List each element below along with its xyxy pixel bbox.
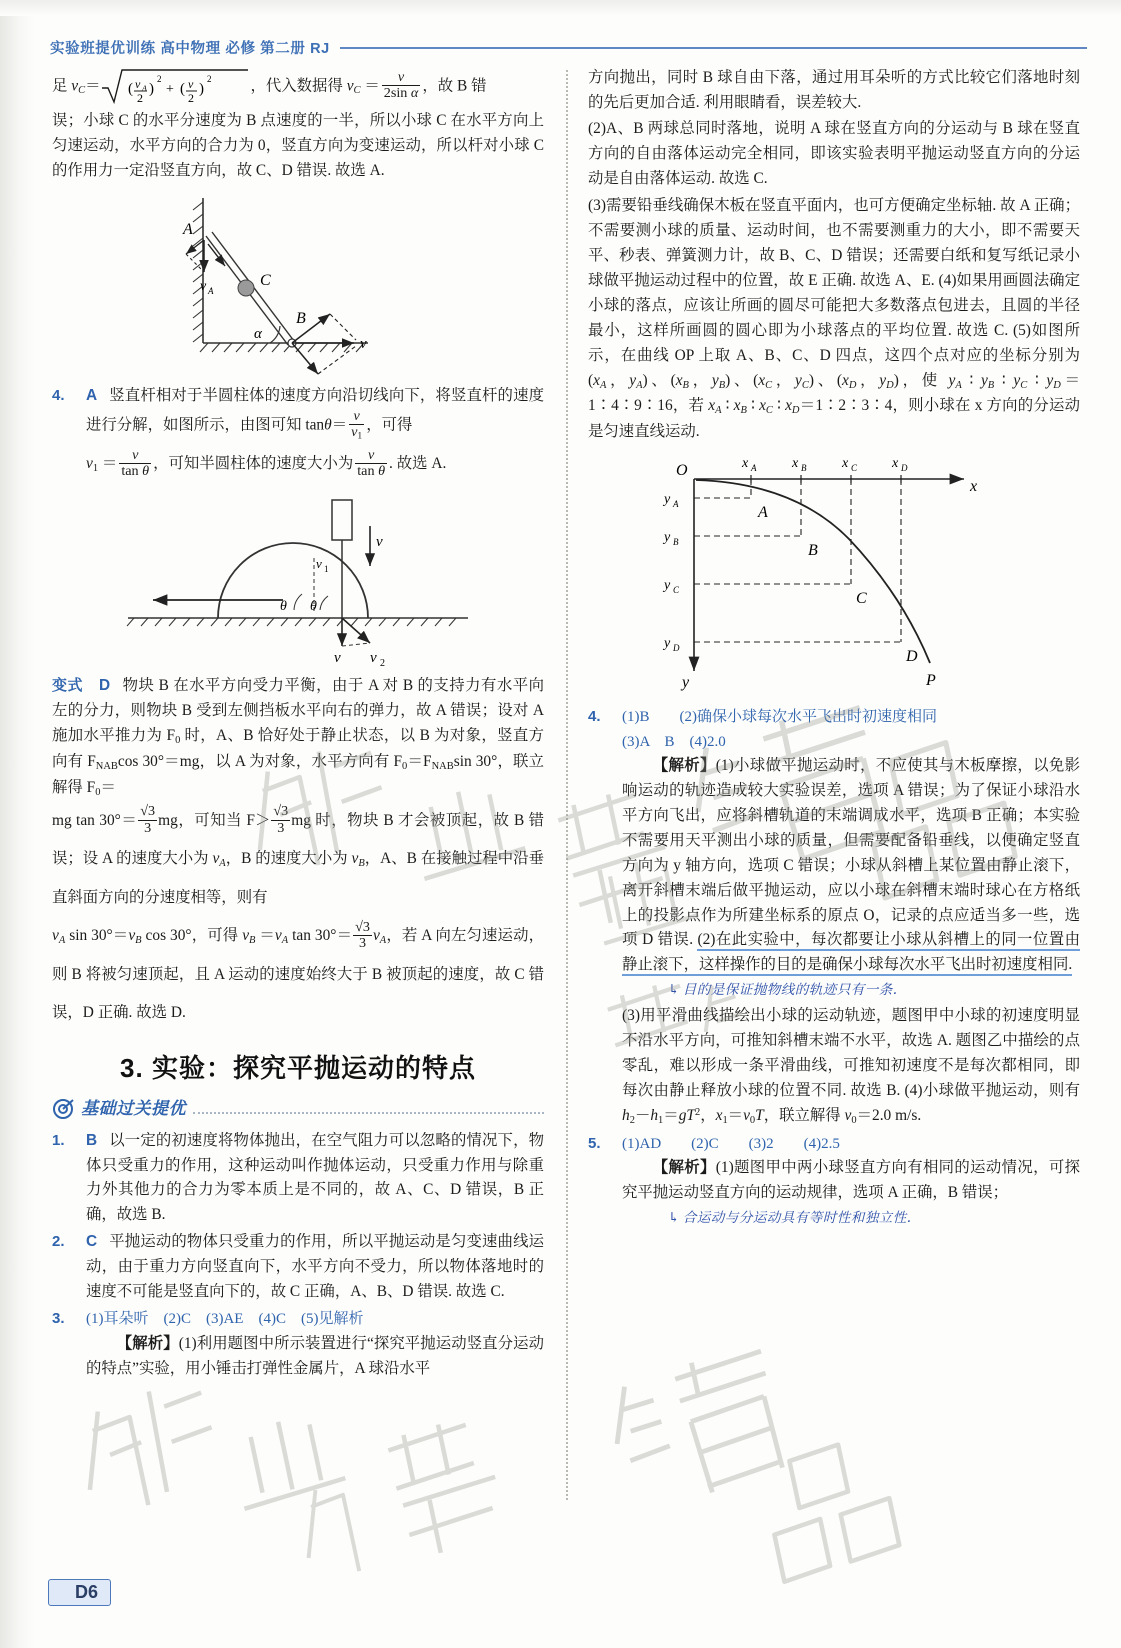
svg-text:v: v: [188, 77, 194, 91]
svg-text:A: A: [673, 499, 679, 510]
svg-text:y: y: [664, 578, 671, 594]
svg-text:(: (: [180, 81, 186, 97]
column-divider: [566, 70, 568, 1500]
bianshi-text-14: ＝: [259, 927, 275, 945]
page-number: D6: [75, 1582, 99, 1602]
svg-text:C: C: [856, 590, 867, 608]
bianshi-text-15: tan 30°＝: [292, 927, 353, 945]
semicylinder-velocity-diagram: [98, 488, 498, 668]
svg-text:B: B: [673, 537, 679, 548]
svg-text:1: 1: [324, 564, 329, 575]
bianshi-text-7: mg tan 30°＝: [52, 811, 138, 829]
handwritten-note-1-text: 目的是保证抛物线的轨迹只有一条.: [682, 982, 898, 999]
fraction-v-tan: $\frac{v}{\text{tan θ}}$: [121, 446, 150, 480]
svg-text:A: A: [751, 463, 757, 474]
jiexi-label-3: 【解析】: [116, 1335, 179, 1353]
svg-text:v: v: [316, 556, 322, 572]
svg-text:C: C: [851, 463, 858, 474]
answer-block-right-4: 4. (1)B (2)确保小球每次水平飞出时初速度相同 (3)A B (4)2.0 【解析】(1)小球做平抛运动时，不应使其与木板摩擦，以免影响运动的轨迹造成较大实验误差，选项 A 错误；为了保证小球沿水平方向飞出，应将斜槽轨道的末端调成水平，选项 B 正确；本实验不需要用天平测出小球的质量，但需要配备铅垂线，以便确定竖直方向为 y 轴方向，选项 C 错误；小球从斜槽上某位置由静止滚下，离开斜槽末端后做平抛运动，应以小球在斜槽末端时球心在方格纸上的投影点作为所建坐标系的原点 O，记录的点应适当多一些，选项 D 错误. (2)在此实验中，每次都要让小球从斜槽上的同一位置由静止滚下，这样操作的目的是确保小球每次水平飞出时初速度相同. ↳ 目的是保证抛物线的轨迹只有一条. (3)用平滑曲线描绘出小球的运动轨迹，题图甲中小球的初速度明显不沿水平方向，可推知斜槽末端不水平，故选 A. 题图乙中描绘的点零乱，难以形成一条平滑曲线，可推知初速度不是每次都相同，即每次由静止释放小球的位置不同. 故选 B. (4)小球做平抛运动，则有 $h2-h1=gT^2$，x1＝v0T，联立解得 v0＝2.0 m/s.: [588, 705, 1080, 1130]
svg-text:C: C: [673, 585, 680, 596]
question-number-right-4: 4.: [588, 708, 601, 726]
svg-text:y: y: [664, 492, 671, 508]
svg-text:B: B: [801, 463, 807, 474]
bianshi-text-8: mg，可知当 F＞: [158, 811, 271, 829]
sqrt-expression: [100, 66, 250, 108]
svg-text:2: 2: [380, 658, 385, 669]
bianshi-text-1: 物块 B 在水平方向受力平衡，由于 A 对 B 的支持力有水平向左的分力，则物块 B 受到左侧挡板水平向右的弹力，故 A 错误；设对 A 施加水平推力为 F: [52, 677, 544, 745]
answer-text-1: 以一定的初速度将物体抛出，在空气阻力可以忽略的情况下，物体只受重力的作用，这种运动叫作抛体运动，只受重力作用与除重力外其他力的合力为零本质上是不同的，故 A、C、D 错误，B 正确，故选 B.: [86, 1131, 544, 1224]
svg-text:α: α: [254, 325, 262, 342]
question-number-3: 3.: [52, 1310, 65, 1328]
question-number-4: 4.: [52, 386, 65, 404]
svg-text:A: A: [758, 504, 768, 522]
svg-text:y: y: [664, 530, 671, 546]
svg-text:D: D: [901, 463, 908, 474]
answer-list-right-5: (1)AD (2)C (3)2 (4)2.5: [622, 1136, 840, 1153]
jiexi-text-right-5: (1)题图甲中两小球竖直方向有相同的运动情况，可探究平抛运动竖直方向的运动规律，选项 A 正确，B 错误；: [622, 1159, 1080, 1202]
jiexi-text-right-4b-underlined: (2)在此实验中，每次都要让小球从斜槽上的同一位置由静止滚下，这样操作的目的是确保小球每次水平飞出时初速度相同.: [622, 931, 1080, 976]
question-number-2: 2.: [52, 1233, 65, 1251]
page-header: [50, 36, 1087, 58]
answer-block-4: 4. A 竖直杆相对于半圆柱体的速度方向沿切线向下，将竖直杆的速度进行分解，如图所示，由图可知 tanθ＝ $\frac{v}{v1}$ ，可得 v1 ＝ $\frac{v}{\text{tan θ}}$ ，可知半圆柱体的速度大小为 $\frac{v}{\text{tan θ}}$ . 故选 A.: [52, 384, 544, 484]
svg-text:): ): [149, 81, 155, 97]
answer-text-2: 平抛运动的物体只受重力的作用，所以平抛运动是匀变速曲线运动，由于重力方向竖直向下，水平方向不受力，所以物体落地时的速度不可能是竖直向下的，故 C 正确，A、B、D 错误. 故选 C.: [86, 1233, 544, 1301]
jiexi-text-right-4d: ，联立解得: [763, 1107, 845, 1125]
question-number-right-5: 5.: [588, 1135, 601, 1153]
answer-block-3: [52, 1307, 544, 1382]
fraction-sqrt3-3-c: $\frac{√3}{3}$: [355, 918, 370, 952]
svg-text:θ: θ: [280, 599, 287, 615]
question-number-1: 1.: [52, 1131, 65, 1149]
bianshi-text-10: ，B 的速度大小为: [225, 850, 352, 868]
svg-text:2: 2: [157, 74, 162, 84]
jiexi-text-right-4c: (3)用平滑曲线描绘出小球的运动轨迹，题图甲中小球的初速度明显不沿水平方向，可推知斜槽末端不水平，故选 A. 题图乙中描绘的点零乱，难以形成一条平滑曲线，可推知初速度不是每次都相同，即每次由静止释放小球的位置不同. 故选 B. (4)小球做平抛运动，则有: [622, 1007, 1080, 1100]
svg-text:x: x: [842, 456, 849, 472]
bianshi-text-6: ＝: [100, 778, 116, 796]
bianshi-text-13: cos 30°，可得: [145, 927, 243, 945]
right-paragraph-3d: ＝1∶2∶3∶4，则小球在 x 方向的分运动是匀速直线运动.: [588, 397, 1080, 441]
svg-text:A: A: [183, 220, 193, 238]
answer-text-4a: 竖直杆相对于半圆柱体的速度方向沿切线向下，将竖直杆的速度进行分解，如图所示，由图可知 tan: [86, 386, 544, 434]
jiexi-text-3: (1)利用题图中所示装置进行“探究平抛运动竖直分运动的特点”实验，用小锤击打弹性金属片，A 球沿水平: [86, 1335, 544, 1378]
svg-text:x: x: [892, 456, 899, 472]
page-number-box: [48, 1579, 111, 1606]
page-footer: [48, 1579, 111, 1606]
answer-list-right-4-line2: (3)A B (4)2.0: [622, 733, 726, 750]
section-title: 3. 实验：探究平抛运动的特点: [120, 1052, 476, 1083]
fraction-v-2sina: $\frac{v}{\text{2sin α}}$: [383, 68, 419, 102]
answer-block-bianshi: 变式 D 物块 B 在水平方向受力平衡，由于 A 对 B 的支持力有水平向左的分力，则物块 B 受到左侧挡板水平向右的弹力，故 A 错误；设对 A 施加水平推力为 F0 时，A、B 恰好处于静止状态，以 B 为对象，竖直方向有 FNABcos 30°＝mg，以 A 为对象，水平方向有 F0＝FNABsin 30°，联立解得 F0＝ mg tan 30°＝ $\frac{√3}{3}$ mg，可知当 F＞ $\frac{√3}{3}$ mg 时，物块 B 才会被顶起，故 B 错误；设 A 的速度大小为 $v_A$，B 的速度大小为 $v_B$，A、B 在接触过程中沿垂直斜面方向的分速度相等，则有 $v_A$ $\sin 30^\circ=v_B$ cos 30°，可得 $v_B =v_A$ tan 30°＝ $\frac{√3}{3}$ $v_A$，若 A 向左匀速运动，则 B 将被匀速顶起，且 A 运动的速度始终大于 B 被顶起的速度，故 C 错误，D 正确. 故选 D.: [52, 677, 545, 1022]
page-top-edge: [0, 0, 1121, 16]
jiexi-label-right-4: 【解析】: [652, 756, 716, 774]
left-column: [52, 66, 544, 1383]
answer-letter-1: B: [86, 1131, 98, 1149]
bianshi-text-4: ＝F: [407, 753, 432, 771]
answer-block-2: [52, 1230, 544, 1305]
answer-block-1: [52, 1129, 544, 1229]
svg-text:x: x: [792, 456, 799, 472]
svg-text:v: v: [360, 335, 367, 352]
answer-block-right-5: [588, 1132, 1080, 1229]
answer-text-4b: ，可得: [366, 416, 413, 434]
right-continuation: 方向抛出，同时 B 球自由下落，通过用耳朵听的方式比较它们落地时刻的先后更加合适. 利用眼睛看，误差较大.: [588, 69, 1080, 111]
bianshi-label: 变式: [52, 677, 83, 695]
right-paragraph-3-text: (3)需要铅垂线确保木板在竖直平面内，也可方便确定坐标轴. 故 A 正确；不需要测小球的质量、运动时间，也不需要测重力的大小，即不需要天平、秒表、弹簧测力计，故 B、C、D 错误；还需要白纸和复写纸记录小球做平抛运动过程中的位置，故 E 正确. 故选 A、E. (4)如果用画圆法确定小球的落点，应该让所画的圆尽可能把大多数落点包进去，且圆的半径最小，这样所画圆的圆心即为小球落点的平均位置. 故选 C. (5)如图所示，在曲线 OP 上取 A、B、C、D 四点，这四个点对应的坐标分别为: [588, 196, 1080, 364]
answer-letter-2: C: [86, 1233, 98, 1251]
section-badge-row: [52, 1095, 544, 1123]
svg-text:): ): [199, 81, 205, 97]
svg-text:P: P: [926, 672, 936, 690]
svg-text:y: y: [664, 636, 671, 652]
bianshi-text-12: sin 30°＝: [69, 927, 129, 945]
jiexi-text-right-4e: ＝2.0 m/s.: [856, 1107, 922, 1125]
svg-text:x: x: [742, 456, 749, 472]
svg-text:v: v: [376, 534, 383, 551]
fraction-v-v1: $\frac{v}{v1}$: [351, 407, 363, 442]
svg-text:x: x: [970, 478, 978, 496]
rod-in-corner-diagram: [108, 188, 488, 378]
answer-list-right-4-line1: (1)B (2)确保小球每次水平飞出时初速度相同: [622, 709, 937, 726]
bianshi-answer: D: [98, 677, 111, 695]
bianshi-text-11: ，A、B 在接触过程中沿垂直斜面方向的分速度相等，则有: [52, 850, 545, 906]
svg-text:B: B: [808, 542, 818, 560]
svg-text:v: v: [200, 278, 207, 294]
svg-text:C: C: [260, 271, 271, 289]
target-icon: [52, 1098, 74, 1120]
svg-text:v: v: [370, 650, 377, 667]
bianshi-text-2: 时，A、B 恰好处于静止状态，以 B 为对象，竖直方向有 F: [52, 727, 544, 771]
svg-text:O: O: [676, 462, 688, 480]
svg-text:2: 2: [137, 91, 144, 105]
svg-text:2: 2: [207, 74, 212, 84]
svg-text:B: B: [296, 309, 306, 327]
jiexi-text-right-4a: (1)小球做平抛运动时，不应使其与木板摩擦，以免影响运动的轨迹造成较大实验误差，选项 A 错误；为了保证小球沿水平方向飞出，应将斜槽轨道的末端调成水平，选项 B 正确；本实验不需要用天平测出小球的质量，但需要配备铅垂线，以便确定竖直方向为 y 轴方向，选项 C 错误；小球从斜槽上某位置由静止滚下，离开斜槽末端后做平抛运动，应以小球在斜槽末端时球心在方格纸上的投影点作为所建坐标系的原点 O，记录的点应适当多一些，选项 D 错误.: [622, 756, 1080, 949]
svg-text:A: A: [142, 84, 148, 93]
page-left-edge: [0, 0, 34, 1648]
formula-mid: ，代入数据得: [250, 77, 347, 95]
bianshi-text-9: mg 时，物块 B 才会被顶起，故 B 错误；设 A 的速度大小为: [52, 811, 544, 868]
formula-suffix: ，故 B 错: [422, 77, 487, 95]
right-column: [588, 66, 1080, 1232]
section-badge-label: 基础过关提优: [81, 1099, 186, 1119]
fraction-sqrt3-3: $\frac{√3}{3}$: [140, 803, 156, 836]
answer-text-4d: . 故选 A.: [389, 455, 447, 473]
header-rule: [340, 47, 1087, 49]
fraction-sqrt3-3-b: $\frac{√3}{3}$: [273, 803, 289, 836]
bianshi-text-16: ，若 A 向左匀速运动，则 B 将被匀速顶起，且 A 运动的速度始终大于 B 被顶起的速度，故 C 错误，D 正确. 故选 D.: [52, 927, 544, 1022]
handwritten-note-2-text: 合运动与分运动具有等时性和独立性.: [682, 1210, 912, 1227]
answer-list-3: (1)耳朵听 (2)C (3)AE (4)C (5)见解析: [86, 1311, 364, 1328]
svg-text:A: A: [208, 285, 214, 296]
book-title: 实验班提优训练 高中物理 必修 第二册 RJ: [50, 40, 330, 57]
jiexi-label-right-5: 【解析】: [652, 1159, 716, 1177]
answer-letter-4: A: [86, 386, 98, 404]
arrow-glyph-2: ↳: [668, 1210, 680, 1227]
svg-text:D: D: [906, 648, 918, 666]
svg-text:v: v: [135, 77, 141, 91]
svg-text:θ: θ: [310, 599, 317, 615]
right-paragraph-2: (2)A、B 两球总同时落地，说明 A 球在竖直方向的分运动与 B 球在竖直方向的自由落体运动完全相同，即该实验表明平抛运动竖直方向的分运动是自由落体运动. 故选 C.: [588, 120, 1080, 188]
svg-text:D: D: [673, 643, 680, 654]
svg-text:+: +: [166, 82, 175, 97]
bianshi-text-5: sin 30°，联立解得 F: [52, 753, 545, 796]
right-paragraph-3b: ，使: [898, 371, 949, 389]
section-badge-dots: [193, 1111, 544, 1114]
continuation-formula-line: 足 $v_C=$ ( v A 2 ) 2 + ( v 2 ) 2 ，代入数据得 $v_C$ ＝ $\frac{v}{\text{2sin α}}$ ，故 B 错: [52, 66, 544, 108]
arrow-glyph-1: ↳: [668, 982, 680, 999]
svg-text:2: 2: [188, 91, 195, 105]
handwritten-note-2: [622, 1207, 1080, 1229]
projectile-trajectory-graph: [634, 449, 1034, 699]
formula-prefix: 足: [52, 77, 72, 95]
svg-text:(: (: [128, 81, 134, 97]
svg-text:y: y: [682, 674, 690, 692]
sqrt-glyph: [100, 66, 250, 106]
fraction-v-tan-2: $\frac{v}{\text{tan θ}}$: [357, 446, 386, 480]
handwritten-note-1: [622, 979, 1080, 1001]
svg-text:v: v: [334, 650, 341, 667]
answer-text-4c: ，可知半圆柱体的速度大小为: [153, 455, 354, 473]
right-paragraph-3: (3)需要铅垂线确保木板在竖直平面内，也可方便确定坐标轴. 故 A 正确；不需要测小球的质量、运动时间，也不需要测重力的大小，即不需要天平、秒表、弹簧测力计，故 B、C、D 错误；还需要白纸和复写纸记录小球做平抛运动过程中的位置，故 E 正确. 故选 A、E. (4)如果用画圆法确定小球的落点，应该让所画的圆尽可能把大多数落点包进去，且圆的半径最小，这样所画圆的圆心即为小球落点的平均位置. 故选 C. (5)如图所示，在曲线 OP 上取 A、B、C、D 四点，这四个点对应的坐标分别为($x_A$，$y_A$)、($x_B$，$y_B$)、($x_C$，$y_C$)、($x_D$，$y_D$)，使 $y_A$ ∶ $y_B$ ∶ $y_C$ ∶ $y_D=1∶4∶9∶16$，若 $x_A$ ∶ $x_B$ ∶ $x_C$ ∶ $x_D=1∶2∶3∶4$，则小球在 x 方向的分运动是匀速直线运动.: [588, 196, 1080, 441]
right-paragraph-3c: ＝1∶4∶9∶16，若: [588, 371, 1080, 415]
continuation-paragraph: 误；小球 C 的水平分速度为 B 点速度的一半，所以小球 C 在水平方向上匀速运动，水平方向的合力为 0，竖直方向为变速运动，所以杆对小球 C 的作用力一定沿竖直方向，故 C、D 错误. 故选 A.: [52, 112, 544, 179]
bianshi-text-3: cos 30°＝mg，以 A 为对象，水平方向有 F: [117, 753, 403, 771]
